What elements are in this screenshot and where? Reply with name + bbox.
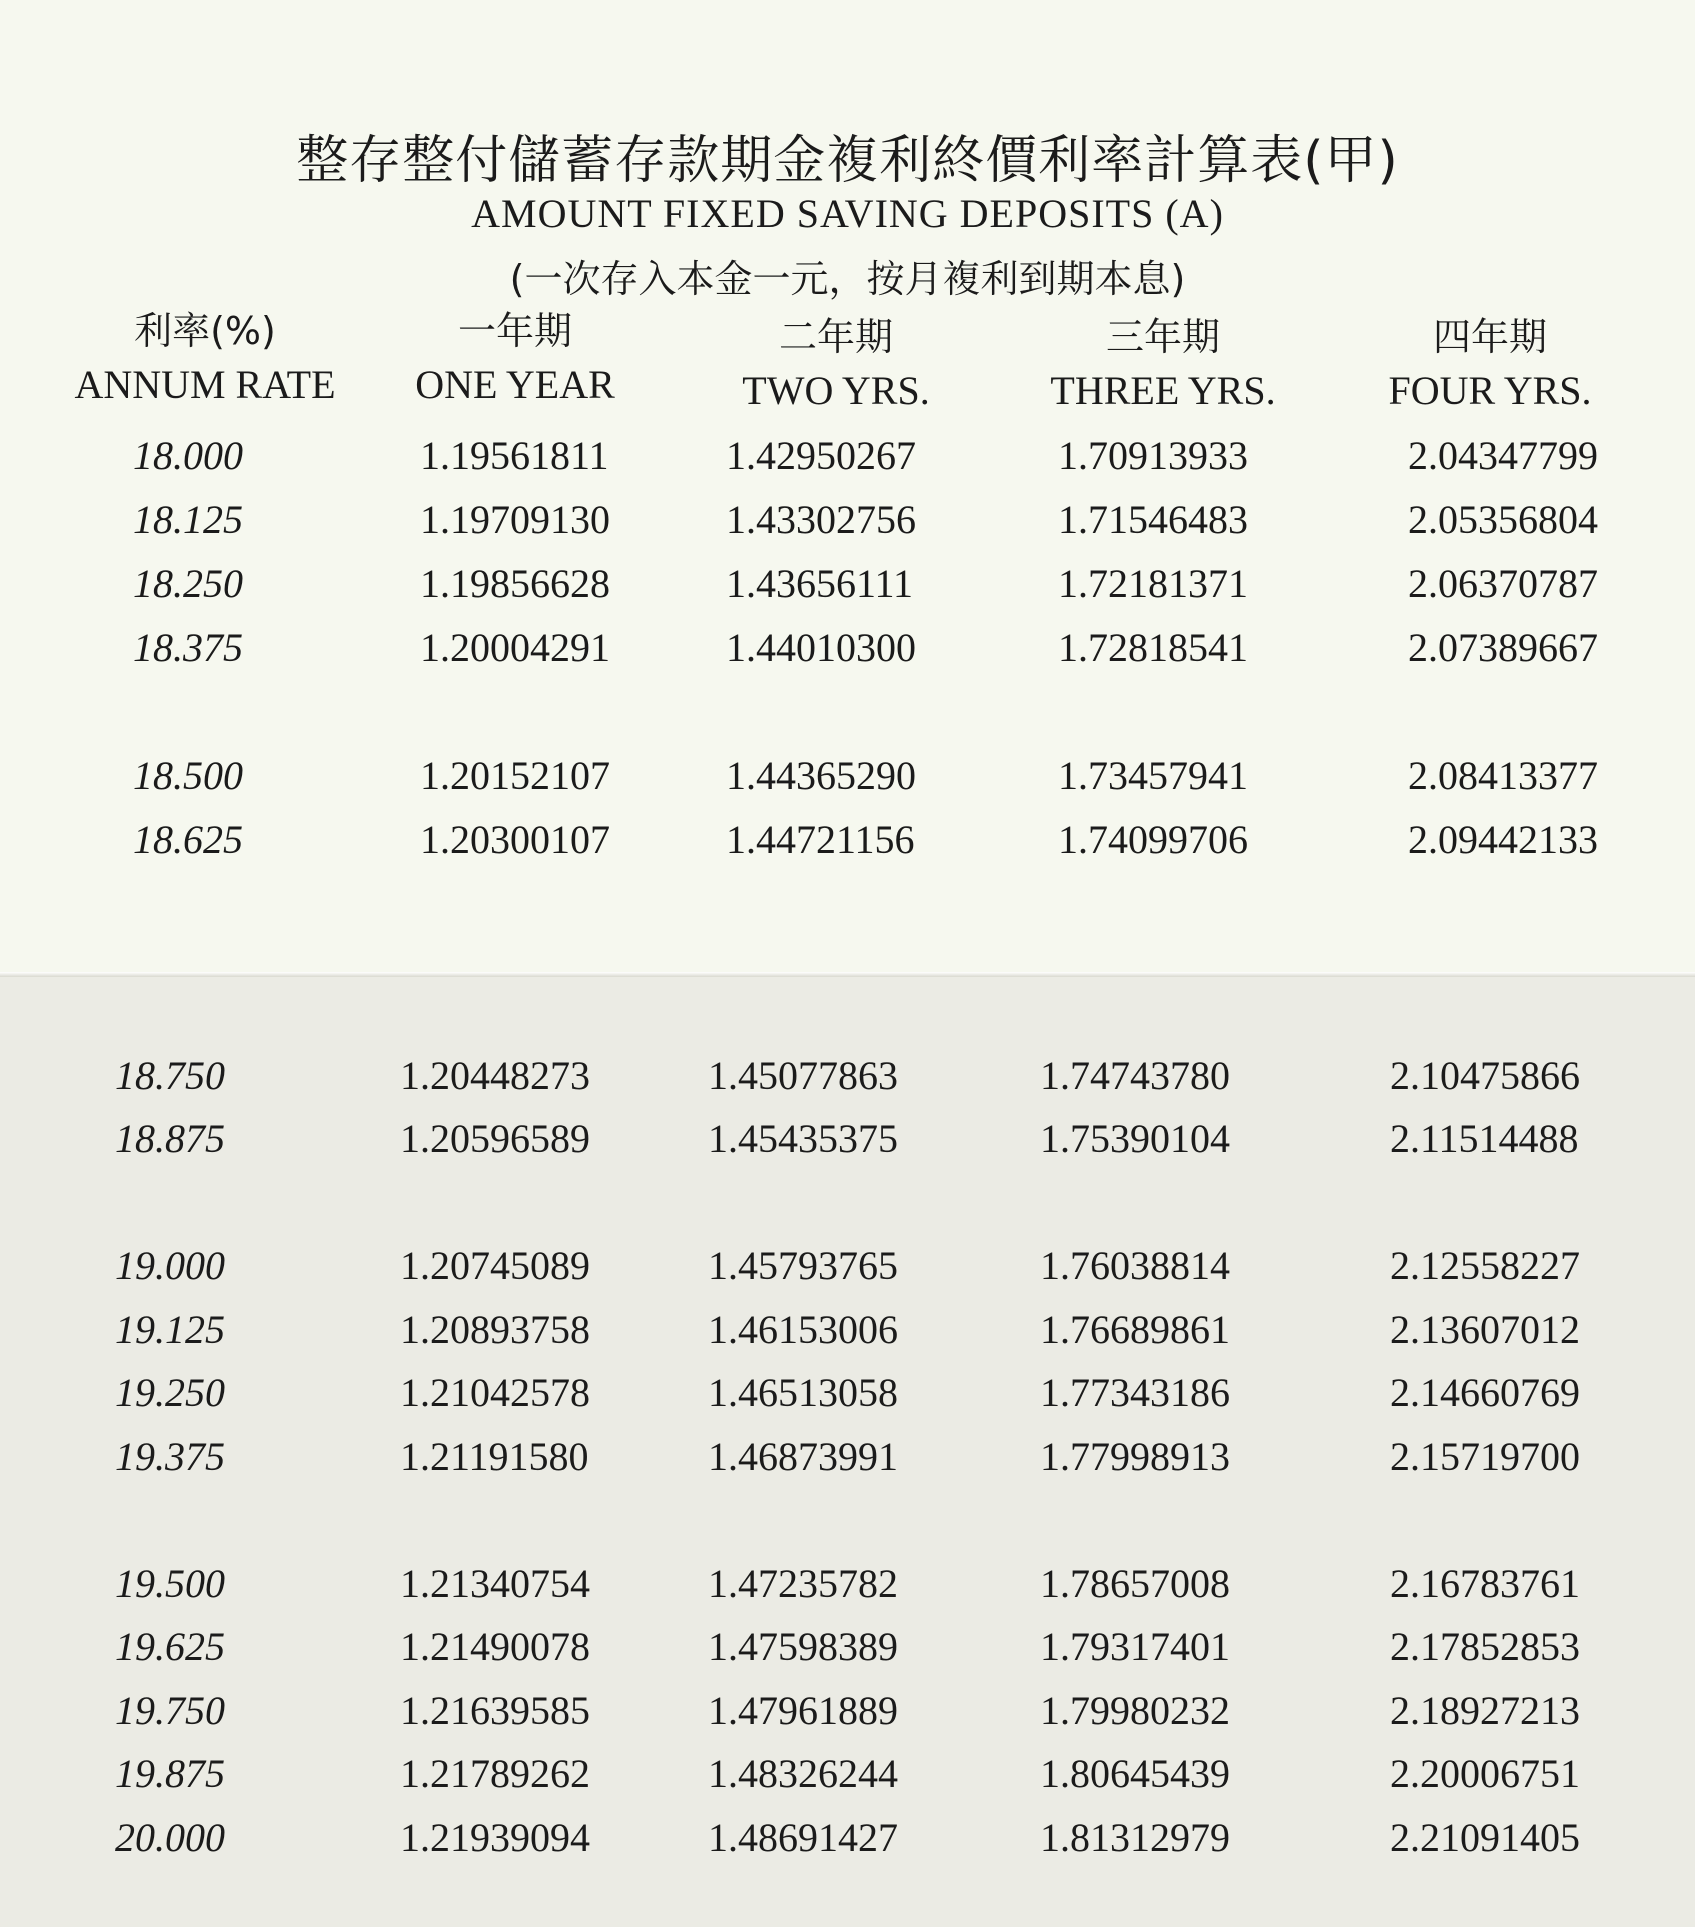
four-years-cell: 2.20006751	[1390, 1751, 1580, 1796]
one-year-cell: 1.20300107	[420, 817, 610, 862]
column-header-three-years	[1003, 316, 1323, 414]
rate-cell: 20.000	[115, 1815, 225, 1860]
three-years-cell: 1.70913933	[1058, 433, 1248, 478]
four-years-cell: 2.17852853	[1390, 1624, 1580, 1669]
page-fold-divider	[0, 972, 1695, 977]
column-header-two-years-en: TWO YRS.	[742, 367, 930, 413]
two-years-cell: 1.46873991	[708, 1434, 898, 1479]
two-years-cell: 1.47235782	[708, 1561, 898, 1606]
four-years-cell: 2.05356804	[1408, 497, 1598, 542]
table-row	[0, 1623, 1695, 1683]
one-year-cell: 1.21639585	[400, 1688, 590, 1733]
one-year-cell: 1.20745089	[400, 1243, 590, 1288]
column-header-one-year	[355, 310, 675, 408]
column-header-rate-zh: 利率(%)	[134, 309, 276, 353]
four-years-cell: 2.07389667	[1408, 625, 1598, 670]
rate-cell: 18.000	[133, 433, 243, 478]
table-row	[0, 1814, 1695, 1874]
two-years-cell: 1.48691427	[708, 1815, 898, 1860]
four-years-cell: 2.08413377	[1408, 753, 1598, 798]
table-row	[0, 1115, 1695, 1175]
one-year-cell: 1.19856628	[420, 561, 610, 606]
table-row	[0, 432, 1695, 492]
column-header-rate	[45, 310, 365, 408]
two-years-cell: 1.44010300	[726, 625, 916, 670]
four-years-cell: 2.18927213	[1390, 1688, 1580, 1733]
one-year-cell: 1.21789262	[400, 1751, 590, 1796]
column-header-two-years-zh: 二年期	[778, 315, 893, 359]
three-years-cell: 1.72818541	[1058, 625, 1248, 670]
three-years-cell: 1.79980232	[1040, 1688, 1230, 1733]
four-years-cell: 2.09442133	[1408, 817, 1598, 862]
table-title-english: AMOUNT FIXED SAVING DEPOSITS (A)	[471, 191, 1224, 236]
rate-cell: 19.750	[115, 1688, 225, 1733]
three-years-cell: 1.80645439	[1040, 1751, 1230, 1796]
column-header-four-years-en: FOUR YRS.	[1388, 367, 1592, 413]
table-row	[0, 1052, 1695, 1112]
rate-cell: 19.375	[115, 1434, 225, 1479]
two-years-cell: 1.44365290	[726, 753, 916, 798]
four-years-cell: 2.21091405	[1390, 1815, 1580, 1860]
three-years-cell: 1.74743780	[1040, 1053, 1230, 1098]
one-year-cell: 1.21340754	[400, 1561, 590, 1606]
rate-cell: 18.625	[133, 817, 243, 862]
three-years-cell: 1.75390104	[1040, 1116, 1230, 1161]
four-years-cell: 2.12558227	[1390, 1243, 1580, 1288]
two-years-cell: 1.46153006	[708, 1307, 898, 1352]
one-year-cell: 1.20448273	[400, 1053, 590, 1098]
two-years-cell: 1.43656111	[726, 561, 914, 606]
table-row	[0, 752, 1695, 812]
one-year-cell: 1.19561811	[420, 433, 609, 478]
table-row	[0, 816, 1695, 876]
three-years-cell: 1.79317401	[1040, 1624, 1230, 1669]
two-years-cell: 1.42950267	[726, 433, 916, 478]
column-header-one-year-zh: 一年期	[457, 309, 572, 353]
rate-cell: 18.250	[133, 561, 243, 606]
column-header-rate-en: ANNUM RATE	[74, 361, 336, 407]
rate-cell: 18.125	[133, 497, 243, 542]
one-year-cell: 1.20004291	[420, 625, 610, 670]
four-years-cell: 2.13607012	[1390, 1307, 1580, 1352]
one-year-cell: 1.21939094	[400, 1815, 590, 1860]
column-header-three-years-zh: 三年期	[1105, 315, 1220, 359]
rate-cell: 18.375	[133, 625, 243, 670]
one-year-cell: 1.19709130	[420, 497, 610, 542]
three-years-cell: 1.78657008	[1040, 1561, 1230, 1606]
rate-cell: 19.125	[115, 1307, 225, 1352]
four-years-cell: 2.10475866	[1390, 1053, 1580, 1098]
table-row	[0, 1306, 1695, 1366]
three-years-cell: 1.73457941	[1058, 753, 1248, 798]
rate-cell: 19.500	[115, 1561, 225, 1606]
rate-cell: 19.625	[115, 1624, 225, 1669]
two-years-cell: 1.47598389	[708, 1624, 898, 1669]
four-years-cell: 2.11514488	[1390, 1116, 1579, 1161]
four-years-cell: 2.06370787	[1408, 561, 1598, 606]
two-years-cell: 1.48326244	[708, 1751, 898, 1796]
rate-cell: 19.250	[115, 1370, 225, 1415]
one-year-cell: 1.20152107	[420, 753, 610, 798]
two-years-cell: 1.44721156	[726, 817, 915, 862]
two-years-cell: 1.45435375	[708, 1116, 898, 1161]
column-header-two-years	[676, 316, 996, 414]
one-year-cell: 1.20596589	[400, 1116, 590, 1161]
four-years-cell: 2.04347799	[1408, 433, 1598, 478]
table-row	[0, 1369, 1695, 1429]
two-years-cell: 1.46513058	[708, 1370, 898, 1415]
column-header-three-years-en: THREE YRS.	[1050, 367, 1276, 413]
table-row	[0, 1242, 1695, 1302]
table-row	[0, 1433, 1695, 1493]
column-header-four-years-zh: 四年期	[1432, 315, 1547, 359]
three-years-cell: 1.81312979	[1040, 1815, 1230, 1860]
two-years-cell: 1.47961889	[708, 1688, 898, 1733]
one-year-cell: 1.21191580	[400, 1434, 589, 1479]
rate-cell: 18.500	[133, 753, 243, 798]
four-years-cell: 2.16783761	[1390, 1561, 1580, 1606]
column-header-one-year-en: ONE YEAR	[415, 361, 615, 407]
column-header-four-years	[1330, 316, 1650, 414]
rate-cell: 18.875	[115, 1116, 225, 1161]
one-year-cell: 1.21042578	[400, 1370, 590, 1415]
three-years-cell: 1.74099706	[1058, 817, 1248, 862]
table-title-chinese: 整存整付儲蓄存款期金複利終價利率計算表(甲)	[296, 131, 1399, 191]
three-years-cell: 1.76689861	[1040, 1307, 1230, 1352]
four-years-cell: 2.15719700	[1390, 1434, 1580, 1479]
three-years-cell: 1.76038814	[1040, 1243, 1230, 1288]
rate-cell: 19.000	[115, 1243, 225, 1288]
four-years-cell: 2.14660769	[1390, 1370, 1580, 1415]
three-years-cell: 1.77343186	[1040, 1370, 1230, 1415]
three-years-cell: 1.71546483	[1058, 497, 1248, 542]
table-row	[0, 560, 1695, 620]
table-row	[0, 496, 1695, 556]
rate-cell: 19.875	[115, 1751, 225, 1796]
table-row	[0, 1750, 1695, 1810]
two-years-cell: 1.45077863	[708, 1053, 898, 1098]
one-year-cell: 1.21490078	[400, 1624, 590, 1669]
table-row	[0, 1687, 1695, 1747]
one-year-cell: 1.20893758	[400, 1307, 590, 1352]
rate-cell: 18.750	[115, 1053, 225, 1098]
two-years-cell: 1.45793765	[708, 1243, 898, 1288]
three-years-cell: 1.77998913	[1040, 1434, 1230, 1479]
two-years-cell: 1.43302756	[726, 497, 916, 542]
table-subtitle-note: (一次存入本金一元，按月複利到期本息)	[509, 257, 1186, 301]
three-years-cell: 1.72181371	[1058, 561, 1248, 606]
table-row	[0, 1560, 1695, 1620]
table-row	[0, 624, 1695, 684]
